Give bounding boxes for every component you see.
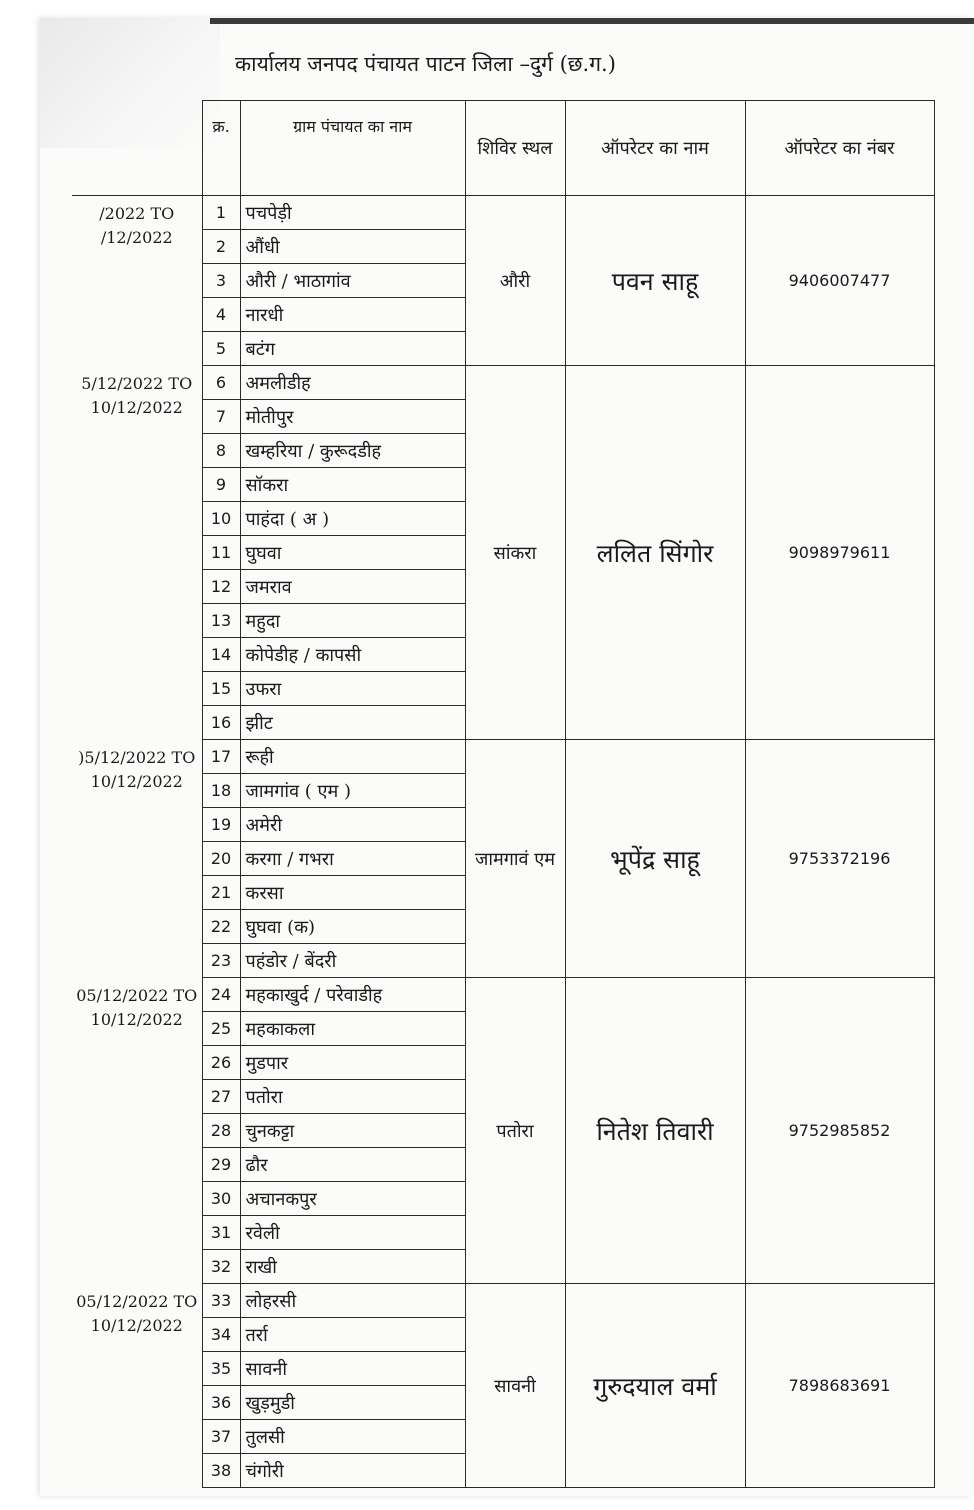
serial-number-cell: 13 <box>202 604 240 638</box>
header-row <box>72 101 934 196</box>
serial-number-cell: 14 <box>202 638 240 672</box>
date-range-cell: 05/12/2022 TO 10/12/2022 <box>72 978 202 1284</box>
village-name-cell: पाहंदा ( अ ) <box>240 502 465 536</box>
village-name-cell: पहंडोर / बेंदरी <box>240 944 465 978</box>
village-name-cell: मुडपार <box>240 1046 465 1080</box>
serial-number-cell: 3 <box>202 264 240 298</box>
serial-number-cell: 18 <box>202 774 240 808</box>
header-camp: शिविर स्थल <box>465 101 565 196</box>
camp-location-cell: पतोरा <box>465 978 565 1284</box>
serial-number-cell: 31 <box>202 1216 240 1250</box>
operator-name-cell: ललित सिंगोर <box>565 366 745 740</box>
village-name-cell: मोतीपुर <box>240 400 465 434</box>
table-row <box>72 196 934 230</box>
operator-name-cell: गुरुदयाल वर्मा <box>565 1284 745 1488</box>
village-name-cell: उफरा <box>240 672 465 706</box>
table-body <box>72 196 934 1488</box>
village-name-cell: अचानकपुर <box>240 1182 465 1216</box>
camp-location-cell: औरी <box>465 196 565 366</box>
serial-number-cell: 29 <box>202 1148 240 1182</box>
serial-number-cell: 5 <box>202 332 240 366</box>
village-name-cell: औंधी <box>240 230 465 264</box>
village-name-cell: महकाखुर्द / परेवाडीह <box>240 978 465 1012</box>
serial-number-cell: 32 <box>202 1250 240 1284</box>
village-name-cell: ढौर <box>240 1148 465 1182</box>
table-row <box>72 740 934 774</box>
village-name-cell: तुलसी <box>240 1420 465 1454</box>
serial-number-cell: 36 <box>202 1386 240 1420</box>
serial-number-cell: 35 <box>202 1352 240 1386</box>
header-phone: ऑपरेटर का नंबर <box>745 101 934 196</box>
document-title: कार्यालय जनपद पंचायत पाटन जिला –दुर्ग (छ.ग.) <box>235 52 616 76</box>
table-row <box>72 978 934 1012</box>
operator-name-cell: पवन साहू <box>565 196 745 366</box>
date-range-cell: )5/12/2022 TO 10/12/2022 <box>72 740 202 978</box>
village-name-cell: महुदा <box>240 604 465 638</box>
village-name-cell: अमलीडीह <box>240 366 465 400</box>
serial-number-cell: 21 <box>202 876 240 910</box>
header-village: ग्राम पंचायत का नाम <box>240 101 465 196</box>
village-name-cell: पतोरा <box>240 1080 465 1114</box>
serial-number-cell: 27 <box>202 1080 240 1114</box>
serial-number-cell: 10 <box>202 502 240 536</box>
serial-number-cell: 24 <box>202 978 240 1012</box>
village-name-cell: तर्रा <box>240 1318 465 1352</box>
header-sno: क्र. <box>202 101 240 196</box>
header-date <box>72 101 202 196</box>
serial-number-cell: 12 <box>202 570 240 604</box>
village-name-cell: जामगांव ( एम ) <box>240 774 465 808</box>
operator-phone-cell: 9752985852 <box>745 978 934 1284</box>
village-name-cell: राखी <box>240 1250 465 1284</box>
serial-number-cell: 20 <box>202 842 240 876</box>
table-row <box>72 1284 934 1318</box>
serial-number-cell: 2 <box>202 230 240 264</box>
serial-number-cell: 22 <box>202 910 240 944</box>
serial-number-cell: 16 <box>202 706 240 740</box>
serial-number-cell: 33 <box>202 1284 240 1318</box>
serial-number-cell: 17 <box>202 740 240 774</box>
operator-phone-cell: 9406007477 <box>745 196 934 366</box>
serial-number-cell: 37 <box>202 1420 240 1454</box>
serial-number-cell: 19 <box>202 808 240 842</box>
village-name-cell: रूही <box>240 740 465 774</box>
operator-name-cell: भूपेंद्र साहू <box>565 740 745 978</box>
village-name-cell: जमराव <box>240 570 465 604</box>
serial-number-cell: 9 <box>202 468 240 502</box>
village-name-cell: महकाकला <box>240 1012 465 1046</box>
village-name-cell: बटंग <box>240 332 465 366</box>
serial-number-cell: 7 <box>202 400 240 434</box>
serial-number-cell: 6 <box>202 366 240 400</box>
village-name-cell: सॉकरा <box>240 468 465 502</box>
village-name-cell: नारधी <box>240 298 465 332</box>
village-name-cell: घुघवा <box>240 536 465 570</box>
village-name-cell: खम्हरिया / कुरूदडीह <box>240 434 465 468</box>
serial-number-cell: 25 <box>202 1012 240 1046</box>
village-name-cell: लोहरसी <box>240 1284 465 1318</box>
header-operator: ऑपरेटर का नाम <box>565 101 745 196</box>
village-name-cell: रवेली <box>240 1216 465 1250</box>
village-name-cell: करगा / गभरा <box>240 842 465 876</box>
village-name-cell: झीट <box>240 706 465 740</box>
village-name-cell: चंगोरी <box>240 1454 465 1488</box>
village-name-cell: अमेरी <box>240 808 465 842</box>
serial-number-cell: 1 <box>202 196 240 230</box>
serial-number-cell: 34 <box>202 1318 240 1352</box>
operator-phone-cell: 9753372196 <box>745 740 934 978</box>
serial-number-cell: 28 <box>202 1114 240 1148</box>
village-name-cell: करसा <box>240 876 465 910</box>
camp-location-cell: सांकरा <box>465 366 565 740</box>
operator-phone-cell: 7898683691 <box>745 1284 934 1488</box>
operator-name-cell: नितेश तिवारी <box>565 978 745 1284</box>
village-name-cell: सावनी <box>240 1352 465 1386</box>
village-name-cell: औरी / भाठागांव <box>240 264 465 298</box>
serial-number-cell: 15 <box>202 672 240 706</box>
table-row <box>72 366 934 400</box>
operator-phone-cell: 9098979611 <box>745 366 934 740</box>
date-range-cell: /2022 TO /12/2022 <box>72 196 202 366</box>
village-name-cell: खुड़मुडी <box>240 1386 465 1420</box>
serial-number-cell: 23 <box>202 944 240 978</box>
paper-top-edge <box>210 18 974 24</box>
panchayat-table <box>72 100 935 1488</box>
date-range-cell: 05/12/2022 TO 10/12/2022 <box>72 1284 202 1488</box>
camp-location-cell: सावनी <box>465 1284 565 1488</box>
village-name-cell: पचपेड़ी <box>240 196 465 230</box>
village-name-cell: कोपेडीह / कापसी <box>240 638 465 672</box>
date-range-cell: 5/12/2022 TO 10/12/2022 <box>72 366 202 740</box>
village-name-cell: घुघवा (क) <box>240 910 465 944</box>
serial-number-cell: 8 <box>202 434 240 468</box>
village-name-cell: चुनकट्टा <box>240 1114 465 1148</box>
serial-number-cell: 26 <box>202 1046 240 1080</box>
camp-location-cell: जामगावं एम <box>465 740 565 978</box>
serial-number-cell: 30 <box>202 1182 240 1216</box>
serial-number-cell: 38 <box>202 1454 240 1488</box>
serial-number-cell: 11 <box>202 536 240 570</box>
serial-number-cell: 4 <box>202 298 240 332</box>
